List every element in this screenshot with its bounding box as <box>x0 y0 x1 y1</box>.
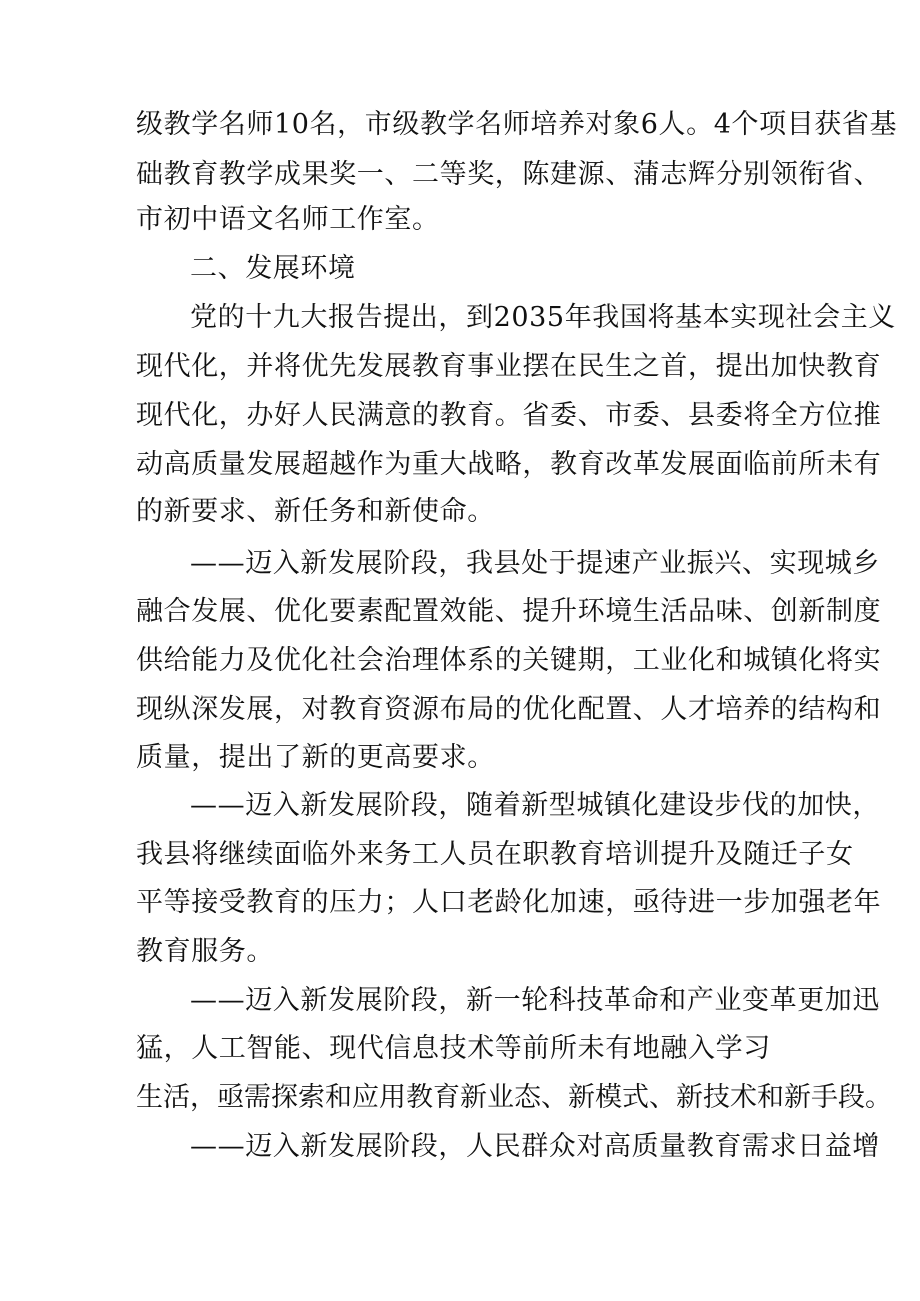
text-line: 现代化，办好人民满意的教育。省委、市委、县委将全方位推 <box>136 400 882 431</box>
text-line: 教育服务。 <box>136 936 274 967</box>
text-line: 生活，亟需探索和应用教育新业态、新模式、新技术和新手段。 <box>136 1082 892 1113</box>
text-line: 质量，提出了新的更高要求。 <box>136 742 495 773</box>
text-line: 党的十九大报告提出，到2035年我国将基本实现社会主义 <box>190 302 896 333</box>
text-line: 础教育教学成果奖一、二等奖，陈建源、蒲志辉分别领衔省、 <box>136 159 882 190</box>
text-line: 现纵深发展，对教育资源布局的优化配置、人才培养的结构和 <box>136 694 882 725</box>
text-line: 动高质量发展超越作为重大战略，教育改革发展面临前所未有 <box>136 449 882 480</box>
text-line: ——迈入新发展阶段，新一轮科技革命和产业变革更加迅 <box>190 985 880 1016</box>
section-heading: 二、发展环境 <box>190 253 356 284</box>
text-line: 我县将继续面临外来务工人员在职教育培训提升及随迁子女 <box>136 839 854 870</box>
text-line: 平等接受教育的压力；人口老龄化加速，亟待进一步加强老年 <box>136 887 882 918</box>
text-line: 级教学名师10名，市级教学名师培养对象6人。4个项目获省基 <box>136 109 898 140</box>
text-line: 供给能力及优化社会治理体系的关键期，工业化和城镇化将实 <box>136 645 882 676</box>
text-line: 猛，人工智能、现代信息技术等前所未有地融入学习 <box>136 1033 771 1064</box>
text-line: 现代化，并将优先发展教育事业摆在民生之首，提出加快教育 <box>136 351 882 382</box>
text-line: 融合发展、优化要素配置效能、提升环境生活品味、创新制度 <box>136 596 882 627</box>
text-line: 市初中语文名师工作室。 <box>136 204 440 235</box>
text-line: ——迈入新发展阶段，人民群众对高质量教育需求日益增 <box>190 1131 880 1162</box>
text-line: ——迈入新发展阶段，我县处于提速产业振兴、实现城乡 <box>190 548 880 579</box>
text-line: 的新要求、新任务和新使命。 <box>136 496 495 527</box>
text-line: ——迈入新发展阶段，随着新型城镇化建设步伐的加快， <box>190 790 880 821</box>
